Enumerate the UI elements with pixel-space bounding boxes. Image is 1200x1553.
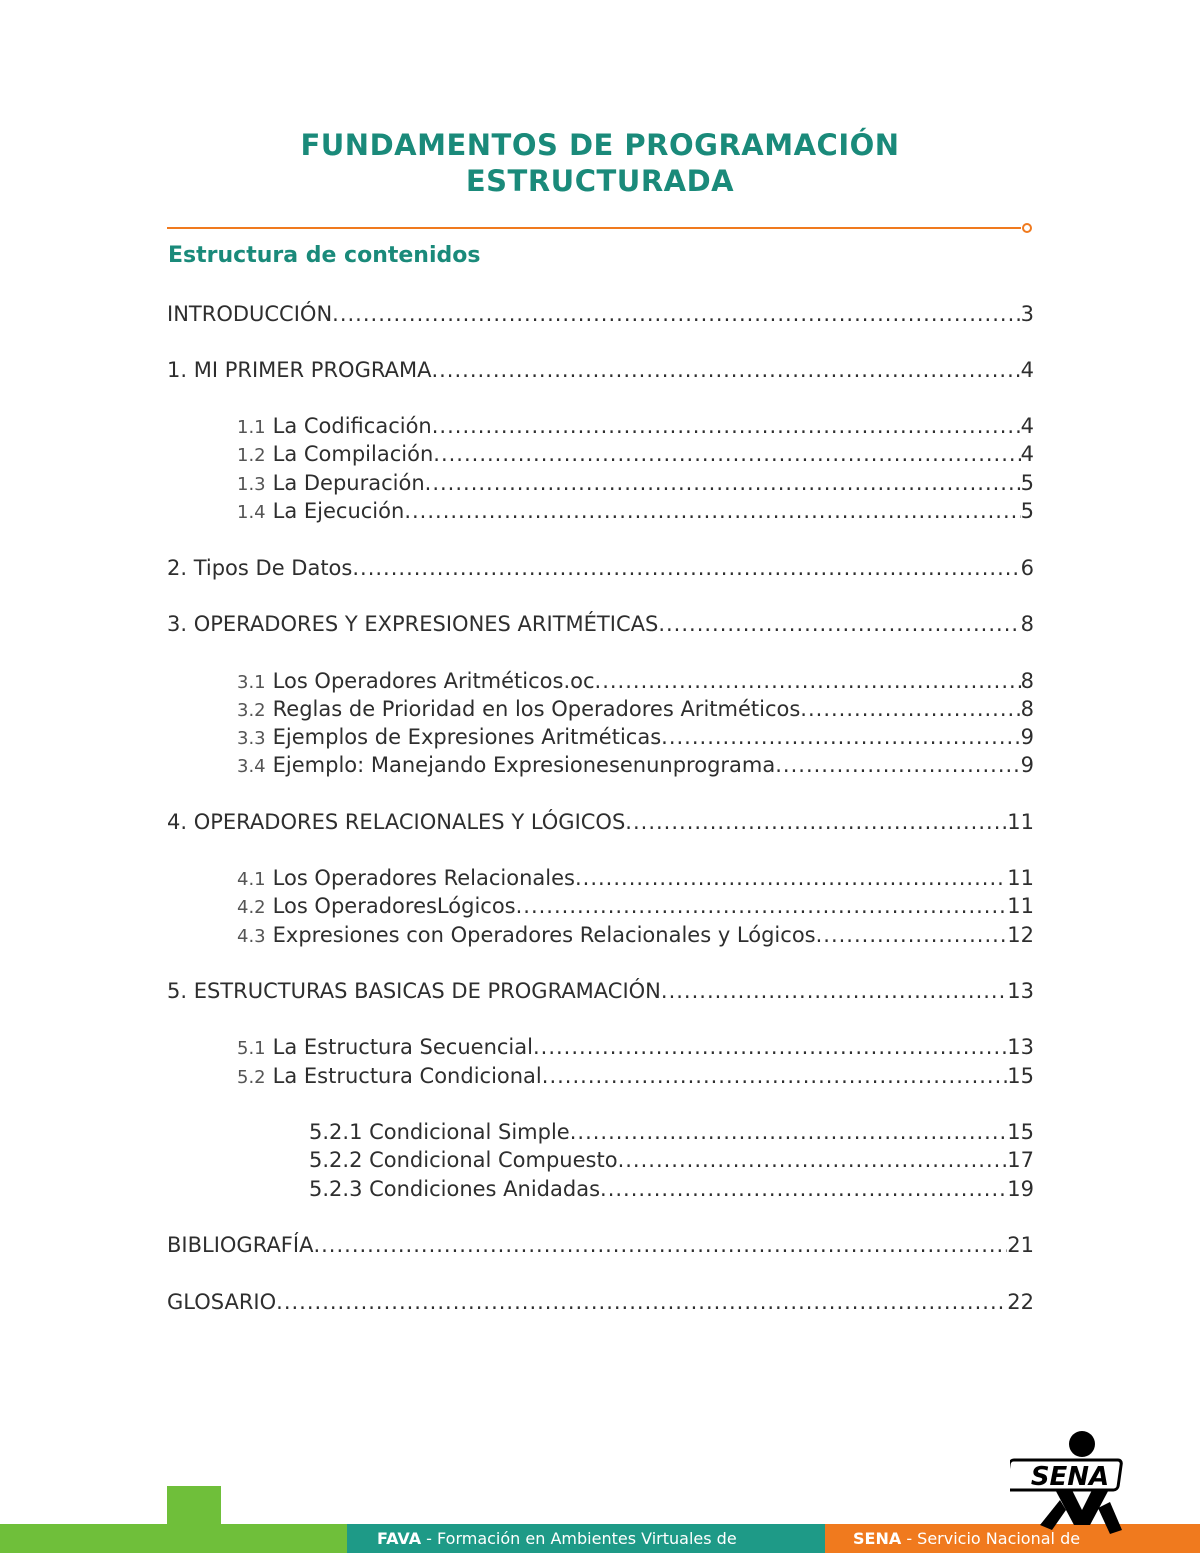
toc-entry-page: 21 — [1007, 1233, 1034, 1257]
toc-leader-dots — [816, 921, 1008, 949]
toc-entry-page: 13 — [1007, 979, 1034, 1003]
footer-fava-banner — [347, 1524, 825, 1553]
footer-sena-bold: SENA — [853, 1529, 902, 1548]
toc-leader-dots — [432, 412, 1021, 440]
toc-entry-label: Los Operadores Relacionales — [272, 866, 575, 890]
toc-entry-number: 3.2 — [237, 700, 266, 721]
toc-entry-number: 4.1 — [237, 869, 266, 890]
toc-entry-number: 4.3 — [237, 926, 266, 947]
toc-leader-dots — [352, 554, 1020, 582]
toc-entry-page: 11 — [1007, 894, 1034, 918]
footer-sena-text: - Servicio Nacional de — [901, 1529, 1081, 1548]
toc-entry-page: 8 — [1020, 697, 1034, 721]
toc-entry-label: La Ejecución — [272, 499, 405, 523]
toc-leader-dots — [595, 667, 1021, 695]
toc-entry-label: Los Operadores Aritméticos.oc — [272, 669, 595, 693]
toc-entry-number: 1.4 — [237, 502, 266, 523]
toc-leader-dots — [404, 497, 1020, 525]
toc-entry-label: GLOSARIO — [167, 1290, 277, 1314]
toc-leader-dots — [775, 751, 1020, 779]
toc-leader-dots — [516, 892, 1008, 920]
toc-entry-label: 3. OPERADORES Y EXPRESIONES ARITMÉTICAS — [167, 612, 659, 636]
toc-entry[interactable] — [237, 751, 1034, 779]
section-subtitle: Estructura de contenidos — [168, 243, 481, 268]
toc-entry-label: 4. OPERADORES RELACIONALES Y LÓGICOS — [167, 810, 626, 834]
toc-entry-page: 22 — [1007, 1290, 1034, 1314]
toc-entry-page: 4 — [1020, 358, 1034, 382]
toc-leader-dots — [425, 469, 1021, 497]
toc-entry-label: Ejemplos de Expresiones Aritméticas — [272, 725, 662, 749]
toc-entry[interactable] — [167, 977, 1034, 1005]
toc-leader-dots — [542, 1062, 1008, 1090]
document-title-line1: FUNDAMENTOS DE PROGRAMACIÓN — [300, 128, 900, 162]
toc-entry[interactable] — [237, 1062, 1034, 1090]
toc-entry-number: 1.3 — [237, 474, 266, 495]
toc-entry-label: 5.2.2 Condicional Compuesto — [309, 1148, 618, 1172]
toc-entry-page: 8 — [1020, 612, 1034, 636]
toc-entry-number: 4.2 — [237, 897, 266, 918]
toc-entry[interactable] — [167, 1288, 1034, 1316]
toc-entry-page: 9 — [1020, 753, 1034, 777]
toc-entry-page: 4 — [1020, 414, 1034, 438]
toc-entry[interactable] — [237, 1033, 1034, 1061]
toc-entry[interactable] — [237, 892, 1034, 920]
toc-entry[interactable] — [167, 808, 1034, 836]
toc-entry[interactable] — [167, 610, 1034, 638]
toc-entry-number: 5.2 — [237, 1067, 266, 1088]
toc-entry-label: Los OperadoresLógicos — [272, 894, 516, 918]
toc-entry-label: 5. ESTRUCTURAS BASICAS DE PROGRAMACIÓN — [167, 979, 661, 1003]
toc-entry[interactable] — [167, 1231, 1034, 1259]
toc-entry-page: 15 — [1007, 1064, 1034, 1088]
toc-leader-dots — [618, 1146, 1008, 1174]
toc-entry-label: Ejemplo: Manejando Expresionesenunprograma — [272, 753, 776, 777]
toc-leader-dots — [658, 610, 1020, 638]
toc-leader-dots — [533, 1033, 1007, 1061]
toc-entry[interactable] — [237, 412, 1034, 440]
toc-leader-dots — [575, 864, 1007, 892]
toc-entry-label: La Depuración — [272, 471, 425, 495]
footer-green-tab — [167, 1486, 221, 1526]
toc-entry-page: 11 — [1007, 866, 1034, 890]
toc-leader-dots — [800, 695, 1020, 723]
toc-entry-number: 3.3 — [237, 728, 266, 749]
toc-leader-dots — [661, 977, 1007, 1005]
toc-entry-page: 13 — [1007, 1035, 1034, 1059]
toc-leader-dots — [661, 723, 1020, 751]
toc-entry-page: 12 — [1007, 923, 1034, 947]
toc-entry-number: 1.2 — [237, 445, 266, 466]
toc-entry-label: 5.2.1 Condicional Simple — [309, 1120, 570, 1144]
toc-leader-dots — [313, 1231, 1007, 1259]
toc-entry-page: 4 — [1020, 442, 1034, 466]
toc-entry[interactable] — [167, 356, 1034, 384]
toc-leader-dots — [431, 356, 1020, 384]
toc-entry[interactable] — [237, 469, 1034, 497]
toc-entry-label: 1. MI PRIMER PROGRAMA — [167, 358, 432, 382]
toc-entry-number: 3.1 — [237, 672, 266, 693]
toc-entry-page: 6 — [1020, 556, 1034, 580]
toc-entry[interactable] — [167, 554, 1034, 582]
toc-entry-page: 15 — [1007, 1120, 1034, 1144]
toc-entry-page: 19 — [1007, 1177, 1034, 1201]
toc-entry[interactable] — [237, 667, 1034, 695]
toc-entry[interactable] — [309, 1146, 1034, 1174]
toc-entry[interactable] — [237, 864, 1034, 892]
toc-leader-dots — [600, 1175, 1007, 1203]
toc-entry-label: BIBLIOGRAFÍA — [167, 1233, 314, 1257]
toc-leader-dots — [570, 1118, 1008, 1146]
toc-entry-page: 17 — [1007, 1148, 1034, 1172]
toc-entry[interactable] — [237, 440, 1034, 468]
toc-entry[interactable] — [237, 723, 1034, 751]
toc-entry[interactable] — [167, 300, 1034, 328]
toc-entry-label: 5.2.3 Condiciones Anidadas — [309, 1177, 601, 1201]
toc-entry-label: La Compilación — [272, 442, 434, 466]
toc-entry-page: 3 — [1020, 302, 1034, 326]
sena-logo-text: SENA — [1030, 1462, 1110, 1492]
toc-entry-page: 11 — [1007, 810, 1034, 834]
sena-logo — [1010, 1430, 1130, 1550]
toc-entry-page: 9 — [1020, 725, 1034, 749]
toc-entry[interactable] — [237, 921, 1034, 949]
toc-entry[interactable] — [237, 497, 1034, 525]
toc-entry-number: 5.1 — [237, 1038, 266, 1059]
toc-entry-label: Reglas de Prioridad en los Operadores Aritméticos — [272, 697, 801, 721]
toc-entry-page: 5 — [1020, 499, 1034, 523]
document-title-line2: ESTRUCTURADA — [465, 164, 735, 198]
toc-entry-number: 1.1 — [237, 417, 266, 438]
toc-entry-label: INTRODUCCIÓN — [167, 302, 333, 326]
toc-entry-label: Expresiones con Operadores Relacionales y Lógicos — [272, 923, 816, 947]
toc-entry[interactable] — [309, 1175, 1034, 1203]
toc-entry-page: 8 — [1020, 669, 1034, 693]
toc-entry[interactable] — [309, 1118, 1034, 1146]
toc-entry-label: La Estructura Condicional — [272, 1064, 542, 1088]
toc-entry[interactable] — [237, 695, 1034, 723]
footer-fava-bold: FAVA — [377, 1529, 422, 1548]
footer-fava-text: - Formación en Ambientes Virtuales de — [421, 1529, 737, 1548]
toc-entry-label: La Codificación — [272, 414, 432, 438]
toc-leader-dots — [276, 1288, 1007, 1316]
toc-entry-number: 3.4 — [237, 756, 266, 777]
toc-entry-label: La Estructura Secuencial — [272, 1035, 533, 1059]
toc-entry-page: 5 — [1020, 471, 1034, 495]
toc-leader-dots — [625, 808, 1007, 836]
toc-entry-label: 2. Tipos De Datos — [167, 556, 353, 580]
title-divider — [167, 227, 1021, 229]
toc-leader-dots — [332, 300, 1020, 328]
toc-leader-dots — [433, 440, 1020, 468]
divider-end-dot — [1022, 223, 1032, 233]
